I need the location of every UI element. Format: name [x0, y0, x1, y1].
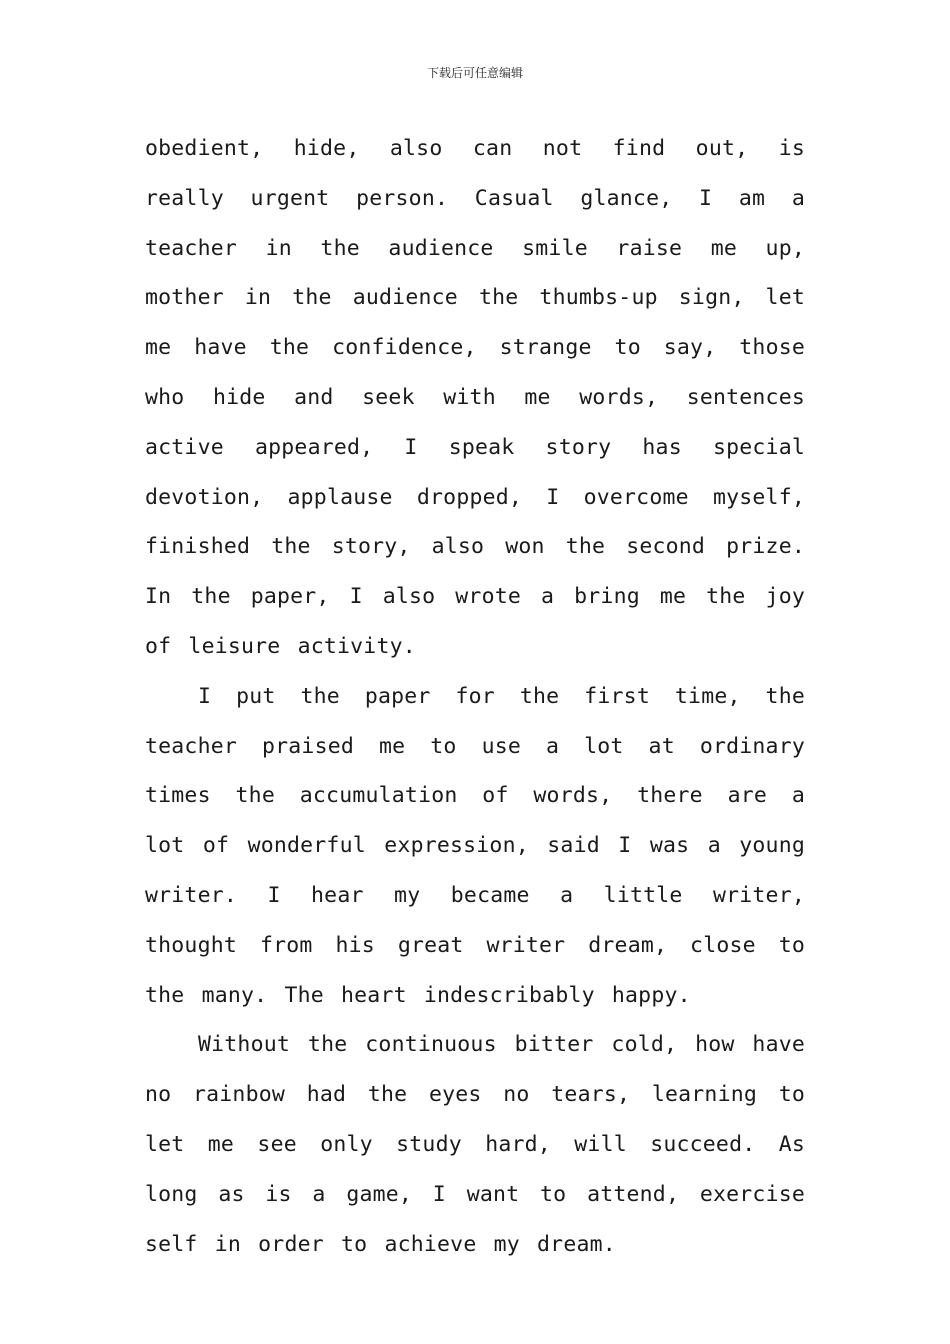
page-header: 下载后可任意编辑	[426, 66, 523, 80]
document-body	[145, 124, 805, 1269]
paragraph: Without the continuous bitter cold, how have no rainbow had the eyes no tears, learning to let me see only study hard, will succeed. As long as is a game, I want to attend, exercise self in order to achieve my dream.	[145, 1032, 805, 1257]
paragraph-continued: obedient, hide, also can not find out, is really urgent person. Casual glance, I am a teacher in the audience smile raise me up, mother in the audience the thumbs-up sign, let me have the confidence, strange to say, those who hide and seek with me words, sentences active appeared, I speak story has special devotion, applause dropped, I overcome myself, finished the story, also won the second prize. In the paper, I also wrote a bring me the joy of leisure activity.	[145, 136, 805, 659]
paragraph: I put the paper for the first time, the teacher praised me to use a lot at ordinary times the accumulation of words, there are a lot of wonderful expression, said I was a young writer. I hear my became a little writer, thought from his great writer dream, close to the many. The heart indescribably happy.	[145, 683, 805, 1008]
